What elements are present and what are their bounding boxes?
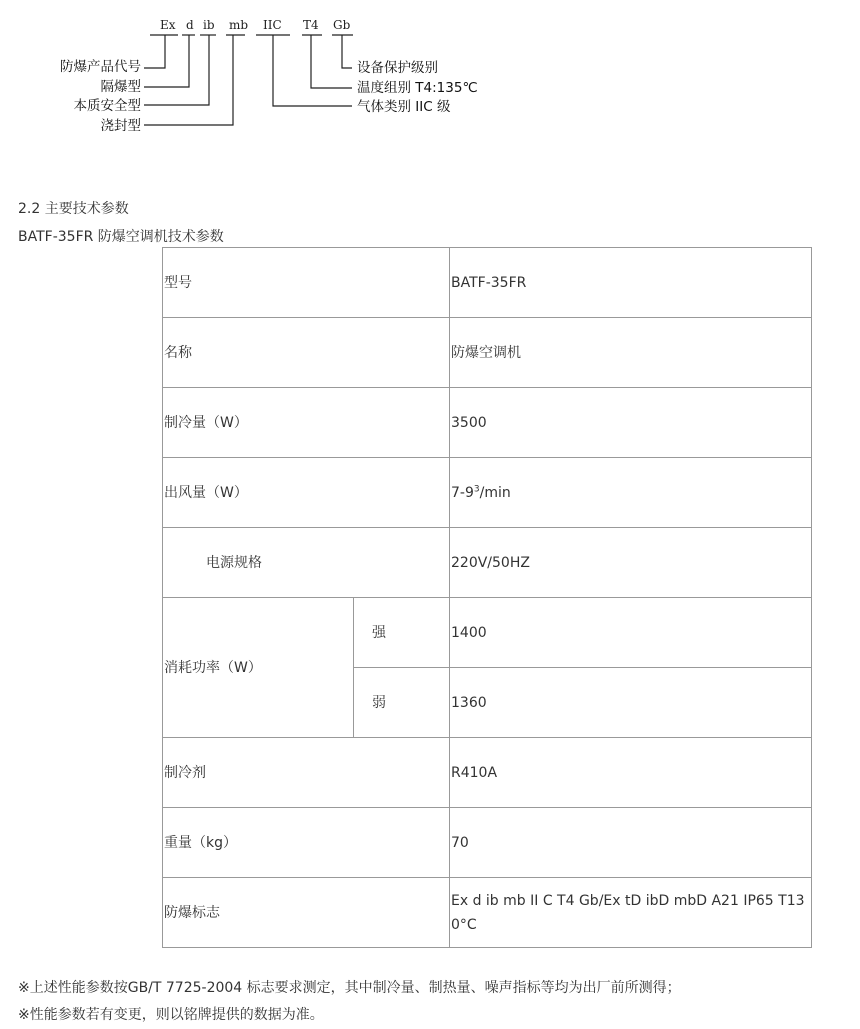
power-value: 220V/50HZ xyxy=(450,528,812,598)
table-title: BATF-35FR 防爆空调机技术参数 xyxy=(18,229,224,245)
table-row xyxy=(163,388,812,458)
weight-value: 70 xyxy=(450,808,812,878)
connector-gb xyxy=(342,35,352,68)
cooling-value: 3500 xyxy=(450,388,812,458)
connector-ex xyxy=(144,35,165,68)
code-d: d xyxy=(186,18,194,32)
label-ex-code: 防爆产品代号 xyxy=(60,59,141,75)
code-t4: T4 xyxy=(303,18,319,32)
code-gb: Gb xyxy=(333,18,351,32)
code-ex: Ex xyxy=(160,18,176,32)
cooling-label: 制冷量（W） xyxy=(163,388,450,458)
spec-table xyxy=(162,247,812,948)
airflow-sup: 3 xyxy=(473,483,480,494)
notes xyxy=(18,975,681,1029)
section-heading: 2.2 主要技术参数 xyxy=(18,201,129,217)
weak-value: 1360 xyxy=(450,668,812,738)
label-intrinsic-safety: 本质安全型 xyxy=(73,98,141,114)
connector-ib xyxy=(144,35,209,105)
code-mb: mb xyxy=(229,18,249,32)
code-iic: IIC xyxy=(263,18,282,32)
name-value: 防爆空调机 xyxy=(450,318,812,388)
exmark-label: 防爆标志 xyxy=(163,878,450,948)
refrigerant-label: 制冷剂 xyxy=(163,738,450,808)
airflow-value xyxy=(450,458,812,528)
exmark-value: Ex d ib mb II C T4 Gb/Ex tD ibD mbD A21 IP65 T130°C xyxy=(450,878,812,948)
table-row xyxy=(163,458,812,528)
airflow-label: 出风量（W） xyxy=(163,458,450,528)
strong-value: 1400 xyxy=(450,598,812,668)
model-value: BATF-35FR xyxy=(450,248,812,318)
name-label: 名称 xyxy=(163,318,450,388)
consumption-label: 消耗功率（W） xyxy=(163,598,354,738)
connector-iic xyxy=(273,35,352,106)
label-temperature-class: 温度组别 T4:135℃ xyxy=(357,80,478,96)
label-gas-group: 气体类别 IIC 级 xyxy=(357,99,451,115)
airflow-base: 7-9 xyxy=(451,484,474,501)
label-equipment-protection: 设备保护级别 xyxy=(357,60,438,76)
table-row xyxy=(163,248,812,318)
weak-label: 弱 xyxy=(354,668,450,738)
code-ib: ib xyxy=(203,18,215,32)
label-encapsulation: 浇封型 xyxy=(100,118,141,134)
ex-marking-diagram xyxy=(0,0,520,160)
label-flameproof: 隔爆型 xyxy=(100,79,141,95)
connector-d xyxy=(144,35,189,87)
table-row xyxy=(163,808,812,878)
refrigerant-value: R410A xyxy=(450,738,812,808)
airflow-unit: /min xyxy=(479,484,511,501)
table-row xyxy=(163,318,812,388)
model-label: 型号 xyxy=(163,248,450,318)
table-row xyxy=(163,738,812,808)
table-row xyxy=(163,598,812,668)
note-line: ※上述性能参数按GB/T 7725-2004 标志要求测定，其中制冷量、制热量、噪声指标等均为出厂前所测得； xyxy=(18,980,681,996)
note-line: ※性能参数若有变更，则以铭牌提供的数据为准。 xyxy=(18,1007,324,1023)
table-row xyxy=(163,878,812,948)
weight-label: 重量（kg） xyxy=(163,808,450,878)
table-row xyxy=(163,528,812,598)
connector-t4 xyxy=(311,35,352,88)
power-label: 电源规格 xyxy=(163,528,450,598)
strong-label: 强 xyxy=(354,598,450,668)
